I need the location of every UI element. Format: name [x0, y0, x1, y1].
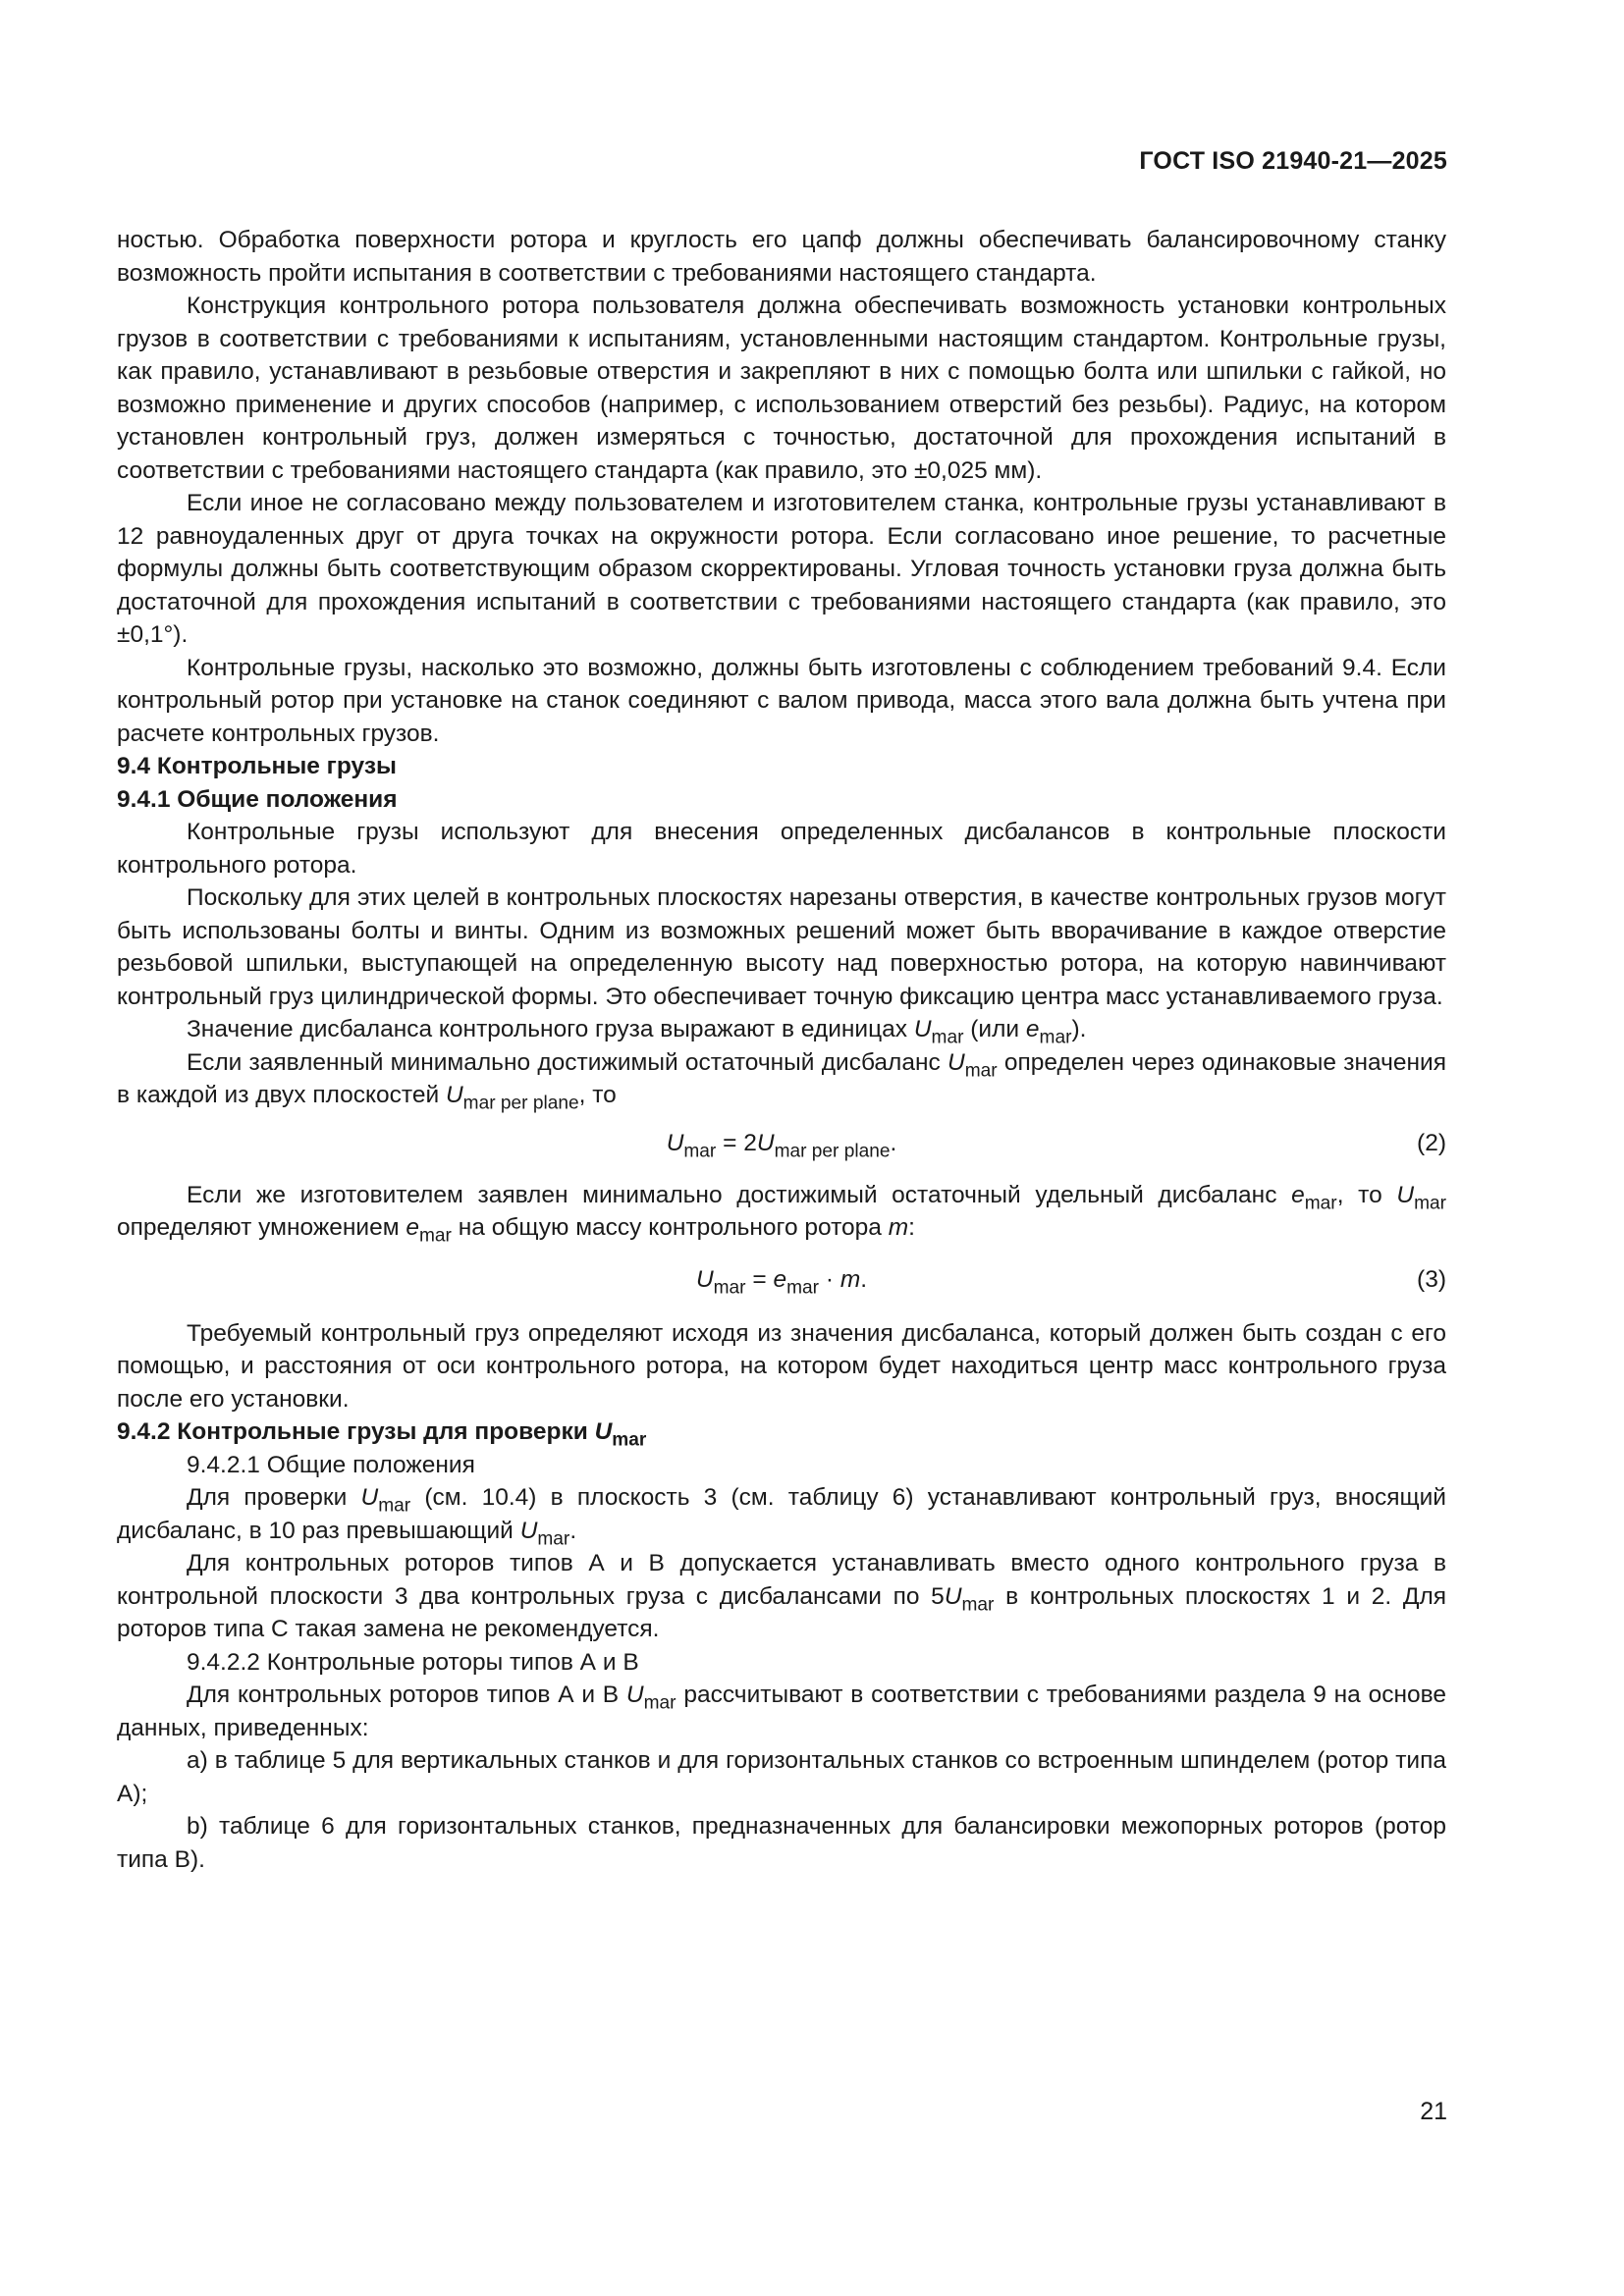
formula-expression: $U_{mar} = e_{mar} \cdot m$. — [695, 1265, 868, 1299]
formula-2 — [117, 1122, 1446, 1165]
paragraph: Для контрольных роторов типов А и В $U_{mar}$ рассчитывают в соответствии с требованиями раздела 9 на основе данных, приведенных: — [117, 1682, 1446, 1741]
document-header: ГОСТ ISO 21940-21—2025 — [1139, 147, 1447, 175]
paragraph: Значение дисбаланса контрольного груза выражают в единицах $U_{mar}$ (или $e_{mar}$). — [187, 1016, 1087, 1048]
paragraph: Контрольные грузы используют для внесения определенных дисбалансов в контрольные плоскости контрольного ротора. — [117, 819, 1446, 879]
paragraph: Требуемый контрольный груз определяют исходя из значения дисбаланса, который должен быть создан с его помощью, и расстояния от оси контрольного ротора, на котором будет находиться центр масс контрольного груза после его установки. — [117, 1319, 1446, 1413]
subsection-heading-9-4-1: 9.4.1 Общие положения — [117, 785, 398, 813]
paragraph: Если же изготовителем заявлен минимально достижимый остаточный удельный дисбаланс $e_{mar}$, то $U_{mar}$ определяют умножением $e_{mar}$ на общую массу контрольного ротора m: — [117, 1181, 1446, 1247]
paragraph: Контрольные грузы, насколько это возможно, должны быть изготовлены с соблюдением требований 9.4. Если контрольный ротор при установке на станок соединяют с валом привода, масса этого вала должна быть учтена при расчете контрольных грузов. — [117, 654, 1446, 747]
formula-number: (3) — [1417, 1265, 1446, 1293]
document-body — [117, 224, 1446, 1876]
subsection-heading-9-4-2: 9.4.2 Контрольные грузы для проверки $U_{mar}$ — [117, 1418, 647, 1451]
clause-9-4-2-1-title: 9.4.2.1 Общие положения — [187, 1451, 475, 1478]
paragraph: Если заявленный минимально достижимый остаточный дисбаланс $U_{mar}$ определен через одинаковые значения в каждой из двух плоскостей $U_{mar per plane}$, то — [117, 1048, 1447, 1114]
formula-number: (2) — [1417, 1129, 1446, 1156]
formula-3 — [117, 1258, 1446, 1302]
paragraph: Если иное не согласовано между пользователем и изготовителем станка, контрольные грузы устанавливают в 12 равноудаленных друг от друга точках на окружности ротора. Если согласовано иное решение, то расчетные формулы должны быть соответствующим образом скорректированы. Угловая точность установки груза должна быть достаточной для прохождения испытаний в соответствии с требованиями настоящего стандарта (как правило, это ±0,1°). — [117, 490, 1446, 648]
page-number: 21 — [1420, 2098, 1447, 2125]
formula-expression: $U_{mar} = 2U_{mar per plane}$. — [666, 1129, 897, 1162]
list-item: b) таблице 6 для горизонтальных станков, предназначенных для балансировки межопорных роторов (ротор типа В). — [117, 1813, 1446, 1873]
paragraph: Для контрольных роторов типов А и В допускается устанавливать вместо одного контрольного груза в контрольной плоскости 3 два контрольных груза с дисбалансами по $5U_{mar}$ в контрольных плоскостях 1 и 2. Для роторов типа С такая замена не рекомендуется. — [117, 1550, 1447, 1642]
list-item: а) в таблице 5 для вертикальных станков и для горизонтальных станков со встроенным шпинделем (ротор типа А); — [117, 1747, 1446, 1807]
clause-9-4-2-2-title: 9.4.2.2 Контрольные роторы типов А и В — [187, 1648, 639, 1676]
paragraph: Для проверки $U_{mar}$ (см. 10.4) в плоскость 3 (см. таблицу 6) устанавливают контрольный груз, вносящий дисбаланс, в 10 раз превышающий $U_{mar}$. — [117, 1484, 1446, 1550]
paragraph: Поскольку для этих целей в контрольных плоскостях нарезаны отверстия, в качестве контрольных грузов могут быть использованы болты и винты. Одним из возможных решений может быть вворачивание в каждое отверстие резьбовой шпильки, выступающей на определенную высоту над поверхностью ротора, на которую навинчивают контрольный груз цилиндрической формы. Это обеспечивает точную фиксацию центра масс устанавливаемого груза. — [117, 884, 1446, 1010]
paragraph: Конструкция контрольного ротора пользователя должна обеспечивать возможность установки контрольных грузов в соответствии с требованиями к испытаниям, установленными настоящим стандартом. Контрольные грузы, как правило, устанавливают в резьбовые отверстия и закрепляют в них с помощью болта или шпильки с гайкой, но возможно применение и других способов (например, с использованием отверстий без резьбы). Радиус, на котором установлен контрольный груз, должен измеряться с точностью, достаточной для прохождения испытаний в соответствии с требованиями настоящего стандарта (как правило, это ±0,025 мм). — [117, 293, 1446, 484]
paragraph: ностью. Обработка поверхности ротора и круглость его цапф должны обеспечивать балансировочному станку возможность пройти испытания в соответствии с требованиями настоящего стандарта. — [117, 227, 1446, 287]
section-heading-9-4: 9.4 Контрольные грузы — [117, 753, 397, 779]
